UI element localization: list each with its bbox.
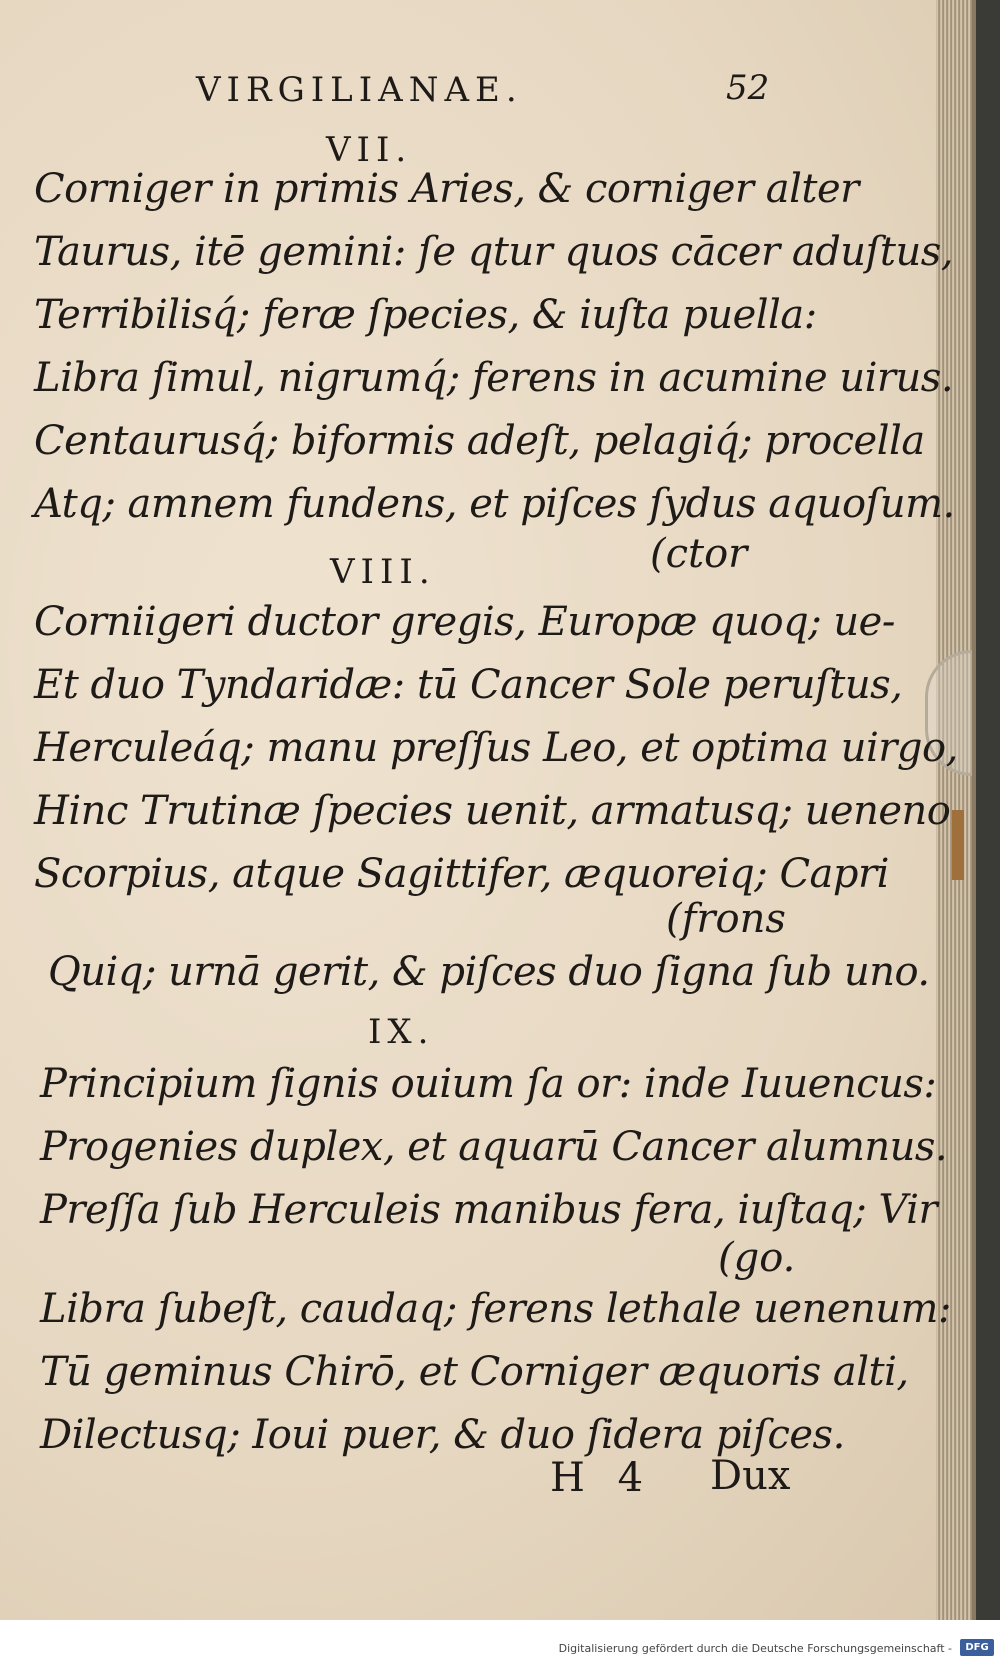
section-numeral: IX. bbox=[368, 1012, 435, 1052]
digitization-credit: Digitalisierung gefördert durch die Deutsche Forschungsgemeinschaft - bbox=[558, 1642, 952, 1655]
verse-line: Atq; amnem fundens, et piſces ſydus aquoſum. bbox=[34, 481, 955, 527]
verse-line: Libra ſimul, nigrumq́; ferens in acumine uirus. bbox=[34, 355, 954, 401]
verse-line: Libra ſubeſt, caudaq; ferens lethale uenenum: bbox=[40, 1286, 951, 1332]
catchword: Dux bbox=[710, 1453, 791, 1499]
verse-line: Principium ſignis ouium ſa or: inde Iuuencus: bbox=[40, 1061, 937, 1107]
verse-line: Terribilisq́; feræ ſpecies, & iuſta puella: bbox=[34, 292, 817, 338]
signature-mark: H 4 bbox=[550, 1455, 654, 1501]
verse-line: Corniger in primis Aries, & corniger alter bbox=[34, 166, 859, 212]
footer-strip bbox=[0, 1620, 1000, 1662]
bookmark-tab bbox=[952, 810, 964, 880]
page-number: 52 bbox=[726, 68, 770, 108]
section-numeral: VIII. bbox=[330, 552, 436, 592]
verse-line: Quiq; urnā gerit, & piſces duo ſigna ſub uno. bbox=[48, 949, 930, 995]
verse-line: Tū geminus Chirō, et Corniger æquoris alti, bbox=[40, 1349, 909, 1395]
carry-over-fragment: (go. bbox=[718, 1235, 796, 1281]
verse-line: Corniigeri ductor gregis, Europæ quoq; ue- bbox=[34, 599, 895, 645]
verse-line: Preſſa ſub Herculeis manibus fera, iuſtaq; Vir bbox=[40, 1187, 938, 1233]
verse-line: Centaurusq́; biformis adeſt, pelagiq́; procella bbox=[34, 418, 925, 464]
running-head: VIRGILIANAE. bbox=[196, 70, 523, 110]
verse-line: Hinc Trutinæ ſpecies uenit, armatusq; ueneno bbox=[34, 788, 951, 834]
verse-line: Dilectusq; Ioui puer, & duo ſidera piſces. bbox=[40, 1412, 845, 1458]
verse-line: Progenies duplex, et aquarū Cancer alumnus. bbox=[40, 1124, 948, 1170]
dfg-logo: DFG bbox=[960, 1639, 994, 1656]
verse-line: Scorpius, atque Sagittifer, æquoreiq; Capri bbox=[34, 851, 889, 897]
verse-line: Taurus, itē gemini: ſe qtur quos cācer aduſtus, bbox=[34, 229, 953, 275]
verse-line: Et duo Tyndaridæ: tū Cancer Sole peruſtus, bbox=[34, 662, 903, 708]
section-numeral: VII. bbox=[326, 130, 413, 170]
verse-line: Herculeáq; manu preſſus Leo, et optima uirgo, bbox=[34, 725, 958, 771]
carry-over-fragment: (frons bbox=[666, 896, 786, 942]
carry-over-fragment: (ctor bbox=[650, 531, 748, 577]
